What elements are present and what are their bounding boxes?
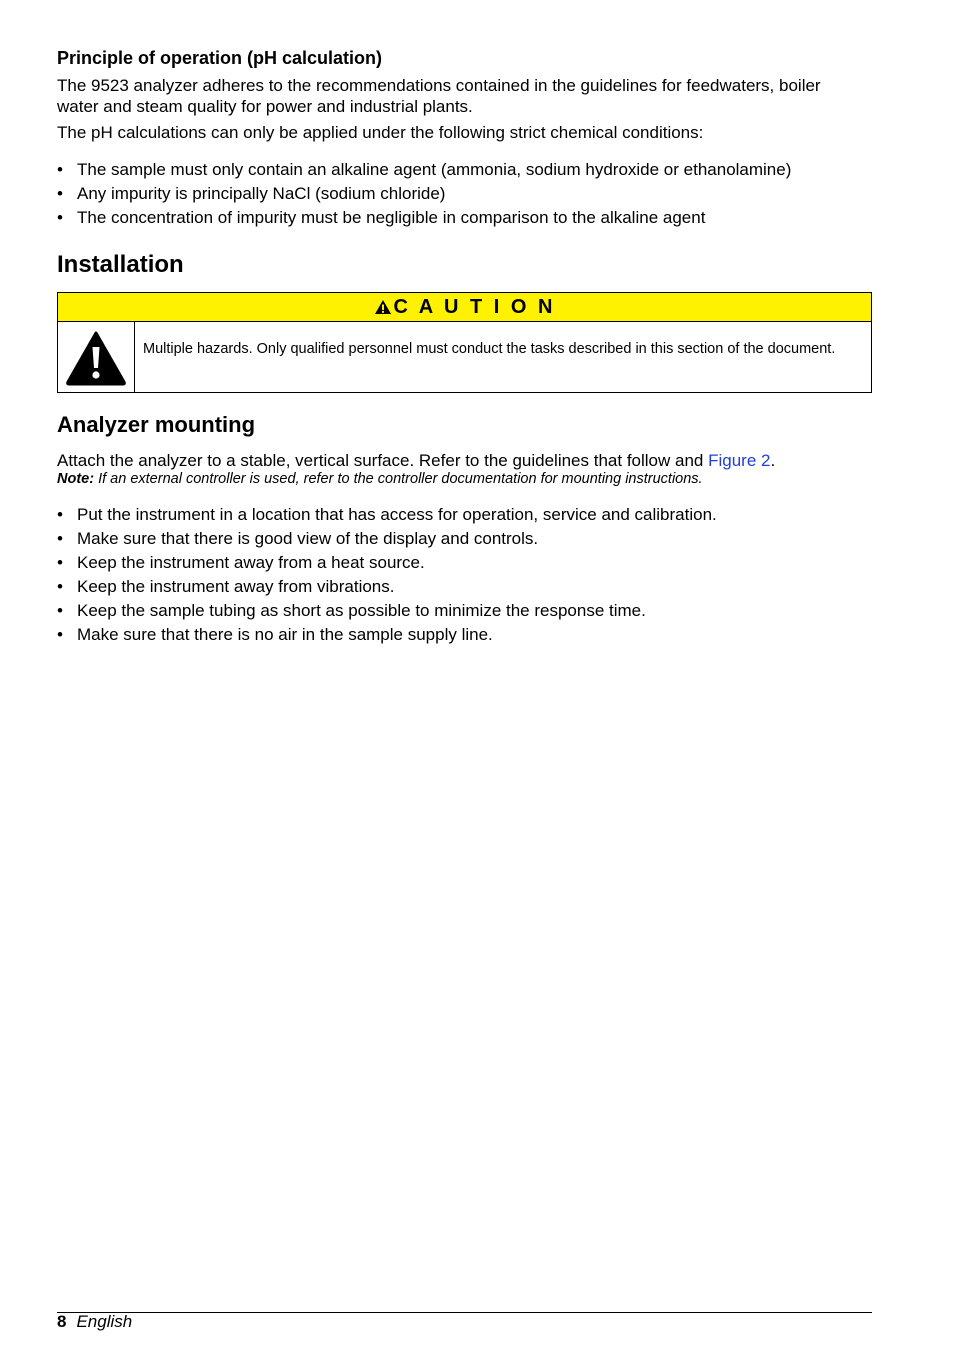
- conditions-list: [57, 158, 791, 230]
- page-footer: [57, 1311, 132, 1333]
- caution-box: [57, 292, 872, 393]
- caution-body: [58, 322, 871, 393]
- bullet-icon: •: [57, 553, 63, 572]
- bullet-icon: •: [57, 160, 63, 179]
- note-label: Note:: [57, 471, 95, 487]
- warning-triangle-icon: [58, 322, 135, 393]
- bullet-icon: •: [57, 184, 63, 203]
- bullet-icon: •: [57, 625, 63, 644]
- caution-header: [58, 293, 871, 322]
- paragraph-guidelines: The 9523 analyzer adheres to the recommendations contained in the guidelines for feedwaters, boiler water and steam quality for power and industrial plants.: [57, 76, 821, 116]
- list-item: • Make sure that there is good view of the display and controls.: [57, 527, 717, 551]
- caution-text: Multiple hazards. Only qualified personnel must conduct the tasks described in this section of the document.: [143, 341, 836, 357]
- section-heading-mounting: Analyzer mounting: [57, 412, 256, 437]
- page-number: 8: [57, 1312, 67, 1331]
- list-item: • Keep the instrument away from a heat source.: [57, 551, 717, 575]
- list-item: • Keep the sample tubing as short as possible to minimize the response time.: [57, 599, 717, 623]
- warning-small-icon: [374, 299, 392, 315]
- note: [57, 470, 857, 488]
- bullet-icon: •: [57, 505, 63, 524]
- bullet-icon: •: [57, 208, 63, 227]
- bullet-icon: •: [57, 601, 63, 620]
- list-item: • Make sure that there is no air in the sample supply line.: [57, 623, 717, 647]
- list-item: • Put the instrument in a location that has access for operation, service and calibration.: [57, 503, 717, 527]
- bullet-icon: •: [57, 529, 63, 548]
- bullet-icon: •: [57, 577, 63, 596]
- list-item: • The sample must only contain an alkaline agent (ammonia, sodium hydroxide or ethanolamine): [57, 158, 791, 182]
- footer-language: English: [76, 1312, 133, 1331]
- list-item: • Any impurity is principally NaCl (sodium chloride): [57, 182, 791, 206]
- list-item: • The concentration of impurity must be negligible in comparison to the alkaline agent: [57, 206, 791, 230]
- mounting-guidelines-list: [57, 503, 717, 647]
- list-item: • Keep the instrument away from vibrations.: [57, 575, 717, 599]
- section-heading-principle: Principle of operation (pH calculation): [57, 48, 383, 68]
- note-text: If an external controller is used, refer to the controller documentation for mounting instructions.: [98, 471, 703, 487]
- figure-2-link[interactable]: Figure 2: [708, 451, 771, 470]
- caution-label: C A U T I O N: [393, 296, 556, 318]
- section-heading-installation: Installation: [57, 251, 184, 278]
- footer-divider: [57, 1312, 872, 1313]
- paragraph-conditions: The pH calculations can only be applied under the following strict chemical conditions:: [57, 123, 704, 142]
- paragraph-attach: Attach the analyzer to a stable, vertical surface. Refer to the guidelines that follow and Figure 2.: [57, 451, 776, 470]
